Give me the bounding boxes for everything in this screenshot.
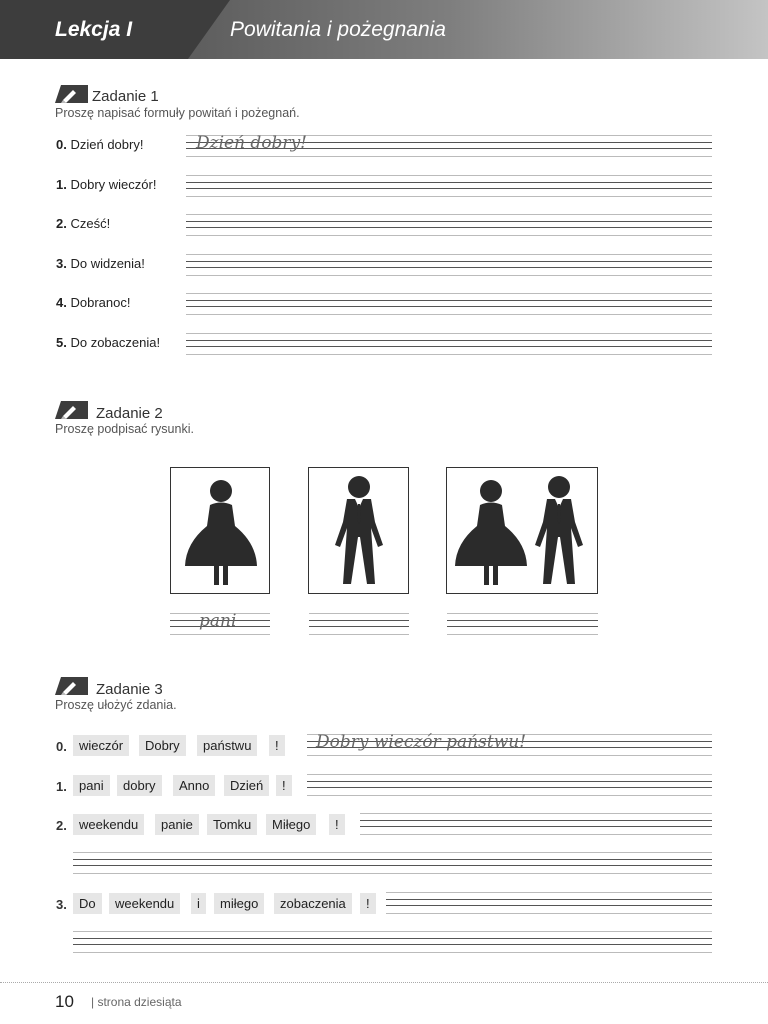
- writing-lines[interactable]: [73, 852, 712, 874]
- row-number: 1.: [56, 177, 67, 192]
- couple-figure-icon: [447, 468, 597, 593]
- writing-lines[interactable]: [360, 813, 712, 835]
- word-tile[interactable]: !: [269, 735, 285, 756]
- writing-lines[interactable]: [386, 892, 712, 914]
- row-text: Dobry wieczór!: [70, 177, 157, 192]
- picture-man: [308, 467, 409, 594]
- word-tile[interactable]: zobaczenia: [274, 893, 352, 914]
- lesson-label: Lekcja I: [55, 18, 133, 41]
- man-figure-icon: [309, 468, 408, 593]
- word-tile[interactable]: Miłego: [266, 814, 316, 835]
- writing-lines[interactable]: [186, 175, 712, 197]
- word-tile[interactable]: państwu: [197, 735, 257, 756]
- word-tile[interactable]: wieczór: [73, 735, 129, 756]
- page-number-words: | strona dziesiąta: [91, 995, 182, 1009]
- row-number: 2.: [56, 216, 67, 231]
- word-tile[interactable]: weekendu: [109, 893, 180, 914]
- writing-lines[interactable]: [186, 333, 712, 355]
- row-number: 3.: [56, 897, 67, 912]
- writing-lines[interactable]: [73, 931, 712, 953]
- row-number: 3.: [56, 256, 67, 271]
- word-tile[interactable]: Anno: [173, 775, 215, 796]
- footer-divider: [0, 982, 768, 983]
- word-tile[interactable]: Do: [73, 893, 102, 914]
- row-number: 2.: [56, 818, 67, 833]
- word-tile[interactable]: dobry: [117, 775, 162, 796]
- task1-title: Zadanie 1: [92, 88, 159, 105]
- caption-lines-couple[interactable]: [447, 613, 598, 635]
- word-tile[interactable]: weekendu: [73, 814, 144, 835]
- handwritten-answer: Dobry wieczór państwu!: [316, 732, 527, 752]
- word-tile[interactable]: !: [276, 775, 292, 796]
- caption-lines-man[interactable]: [309, 613, 409, 635]
- row-number: 5.: [56, 335, 67, 350]
- writing-lines[interactable]: [307, 774, 712, 796]
- task2-instruction: Proszę podpisać rysunki.: [55, 422, 194, 436]
- row-text: Do zobaczenia!: [70, 335, 161, 350]
- page-number: 10: [55, 992, 74, 1011]
- picture-woman: [170, 467, 270, 594]
- row-text: Do widzenia!: [70, 256, 145, 271]
- word-tile[interactable]: i: [191, 893, 206, 914]
- task3-title: Zadanie 3: [96, 681, 163, 698]
- task1-instruction: Proszę napisać formuły powitań i pożegnań.: [55, 106, 300, 120]
- word-tile[interactable]: pani: [73, 775, 110, 796]
- handwritten-answer: Dzień dobry!: [196, 133, 307, 153]
- woman-figure-icon: [171, 468, 269, 593]
- word-tile[interactable]: Dzień: [224, 775, 269, 796]
- writing-lines[interactable]: [186, 293, 712, 315]
- row-text: Dobranoc!: [70, 295, 131, 310]
- lesson-title: Powitania i pożegnania: [230, 18, 446, 41]
- task2-title: Zadanie 2: [96, 405, 163, 422]
- handwritten-caption: pani: [199, 611, 237, 631]
- row-number: 0.: [56, 137, 67, 152]
- row-number: 4.: [56, 295, 67, 310]
- writing-lines[interactable]: [186, 254, 712, 276]
- task3-instruction: Proszę ułożyć zdania.: [55, 698, 177, 712]
- picture-couple: [446, 467, 598, 594]
- pencil-icon: [55, 85, 88, 103]
- pencil-icon: [55, 677, 88, 695]
- row-number: 1.: [56, 779, 67, 794]
- row-text: Cześć!: [70, 216, 111, 231]
- row-text: Dzień dobry!: [70, 137, 144, 152]
- word-tile[interactable]: !: [329, 814, 345, 835]
- row-number: 0.: [56, 739, 67, 754]
- word-tile[interactable]: Tomku: [207, 814, 257, 835]
- writing-lines[interactable]: [186, 214, 712, 236]
- word-tile[interactable]: !: [360, 893, 376, 914]
- pencil-icon: [55, 401, 88, 419]
- word-tile[interactable]: Dobry: [139, 735, 186, 756]
- lesson-header: [0, 0, 768, 59]
- word-tile[interactable]: miłego: [214, 893, 264, 914]
- word-tile[interactable]: panie: [155, 814, 199, 835]
